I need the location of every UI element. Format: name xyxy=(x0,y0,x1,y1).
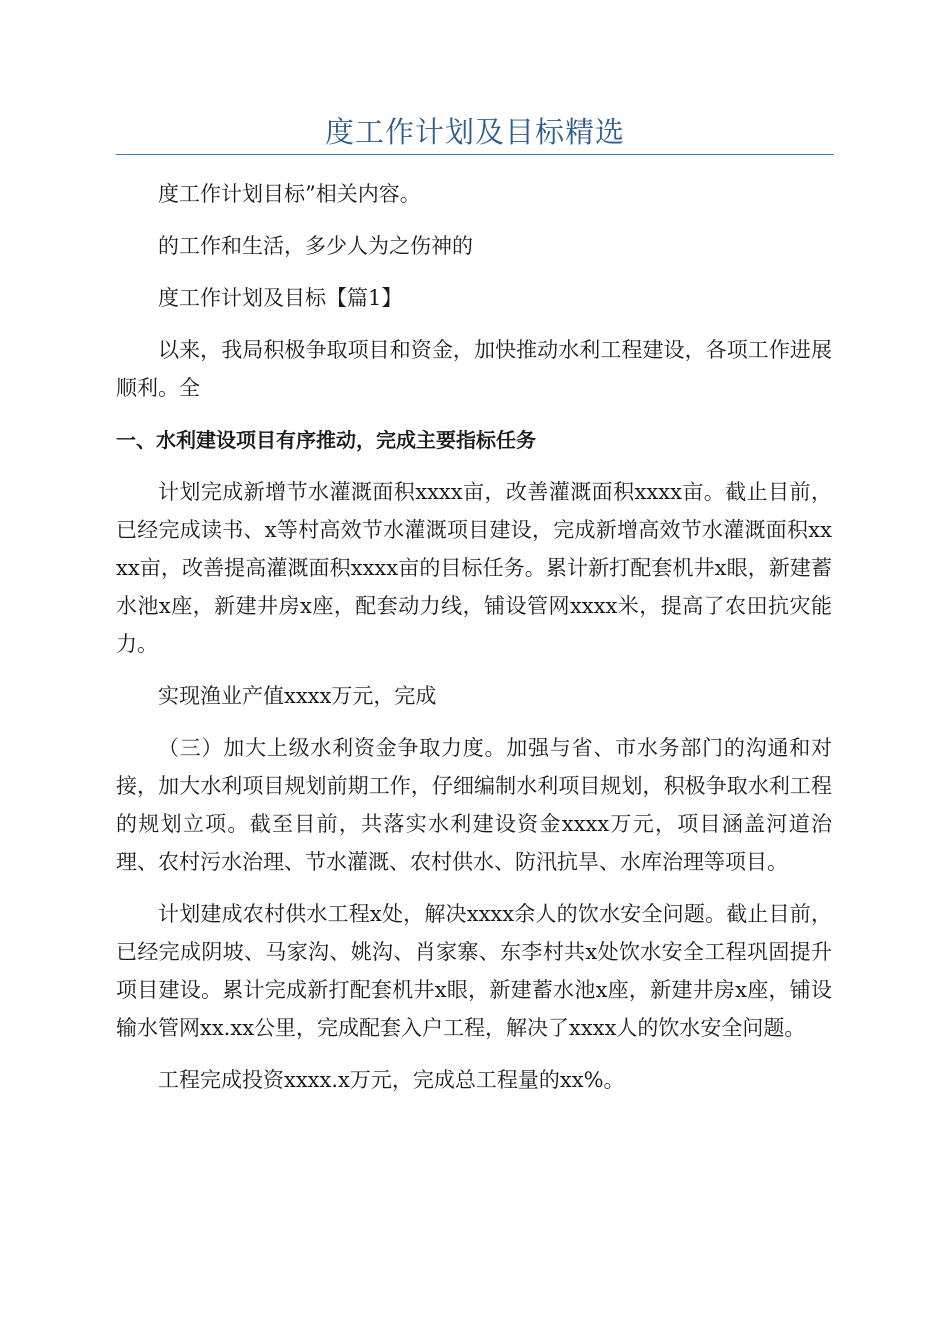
section-heading: 一、水利建设项目有序推动，完成主要指标任务 xyxy=(116,428,536,452)
paragraph-intro: 度工作计划目标”相关内容。 xyxy=(158,182,421,206)
document-title: 度工作计划及目标精选 xyxy=(324,115,625,149)
document-body xyxy=(116,175,832,1113)
paragraph-work-life: 的工作和生活，多少人为之伤神的 xyxy=(158,234,473,258)
paragraph-funding: （三）加大上级水利资金争取力度。加强与省、市水务部门的沟通和对接，加大水利项目规划前期工作，仔细编制水利项目规划，积极争取水利工程的规划立项。截至目前，共落实水利建设资金xxxx万元，项目涵盖河道治理、农村污水治理、节水灌溉、农村供水、防汛抗旱、水库治理等项目。 xyxy=(116,736,832,874)
paragraph-water-supply: 计划建成农村供水工程x处，解决xxxx余人的饮水安全问题。截止目前，已经完成阴坡、马家沟、姚沟、肖家寨、东李村共x处饮水安全工程巩固提升项目建设。累计完成新打配套机井x眼，新建蓄水池x座，新建井房x座，铺设输水管网xx.xx公里，完成配套入户工程，解决了xxxx人的饮水安全问题。 xyxy=(116,902,832,1040)
title-underline xyxy=(116,154,834,155)
paragraph-fishery: 实现渔业产值xxxx万元，完成 xyxy=(158,684,437,708)
paragraph-investment: 工程完成投资xxxx.x万元，完成总工程量的xx%。 xyxy=(158,1068,625,1092)
paragraph-overview: 以来，我局积极争取项目和资金，加快推动水利工程建设，各项工作进展顺利。全 xyxy=(116,338,832,400)
paragraph-section-label: 度工作计划及目标【篇1】 xyxy=(158,286,403,310)
paragraph-irrigation: 计划完成新增节水灌溉面积xxxx亩，改善灌溉面积xxxx亩。截止目前，已经完成读书、x等村高效节水灌溉项目建设，完成新增高效节水灌溉面积xxxx亩，改善提高灌溉面积xxxx亩的目标任务。累计新打配套机井x眼，新建蓄水池x座，新建井房x座，配套动力线，铺设管网xxxx米，提高了农田抗灾能力。 xyxy=(116,480,832,656)
